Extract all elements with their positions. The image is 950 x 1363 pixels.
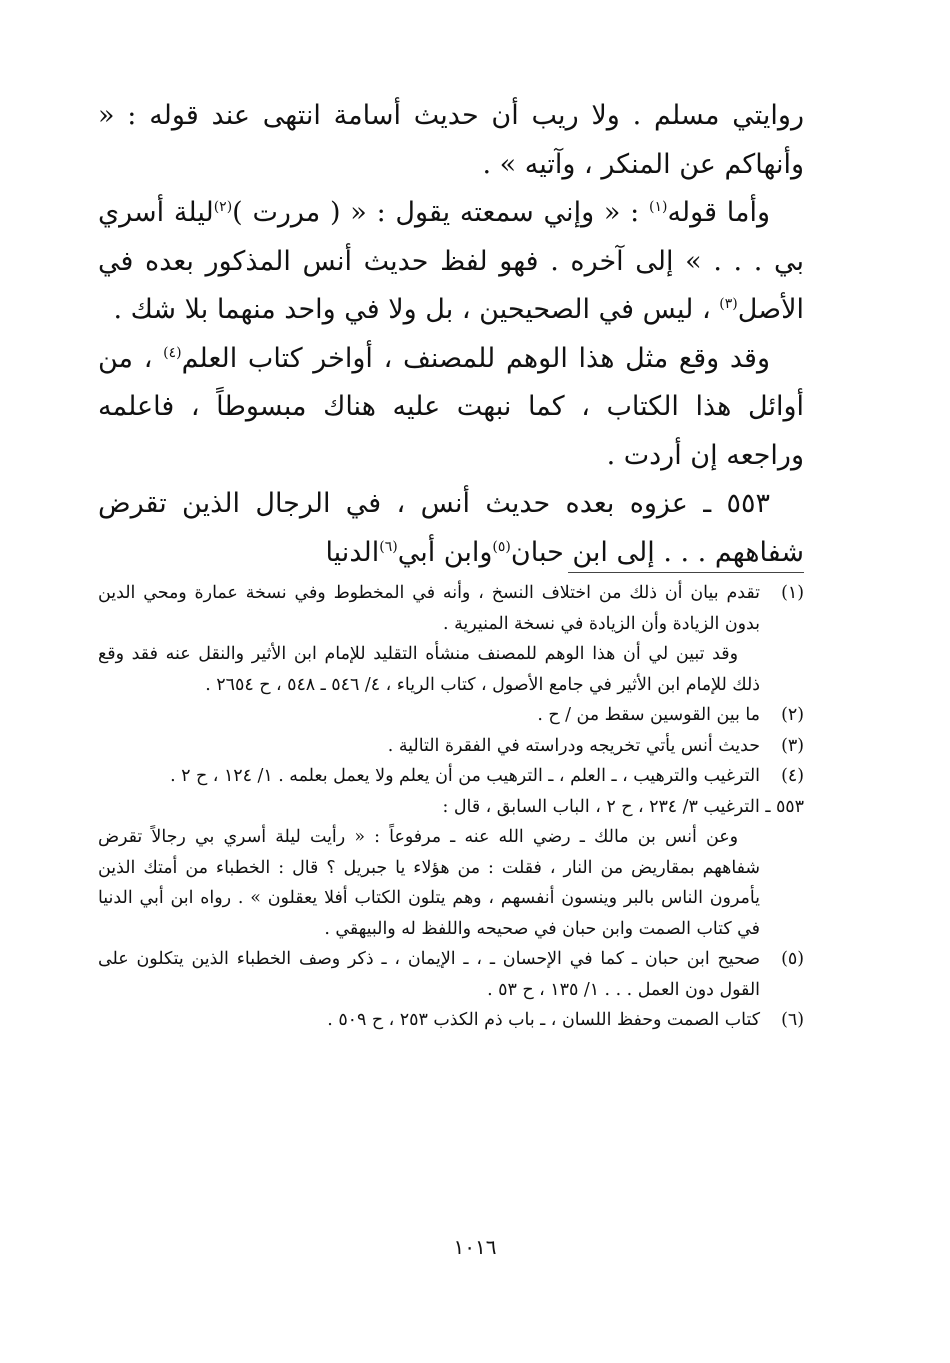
para4-text-b: وابن أبي bbox=[397, 536, 493, 568]
footnote-5 bbox=[98, 944, 804, 1005]
footnotes bbox=[98, 578, 804, 1036]
footnote-5-number: (٥) bbox=[781, 949, 804, 969]
footnote-1-text: تقدم بيان أن ذلك من اختلاف النسخ ، وأنه في المخطوط وفي نسخة عمارة ومحي الدين بدون الزيادة وأن الزيادة في نسخة المنيرية . bbox=[98, 583, 760, 634]
paragraph-3 bbox=[98, 335, 804, 481]
para2-text-a: وأما قوله bbox=[667, 197, 770, 228]
footnote-3 bbox=[98, 731, 804, 762]
footnote-2 bbox=[98, 700, 804, 731]
footnote-ref-2[interactable]: (٢) bbox=[213, 199, 233, 215]
para2-text-c: ليلة أسري بي . . . » إلى آخره . فهو لفظ حديث أنس المذكور بعده في الأصل bbox=[98, 197, 804, 325]
para4-text-a: ٥٥٣ ـ عزوه بعده حديث أنس ، في الرجال الذين تقرض شفاههم . . . إلى ابن حبان bbox=[98, 488, 804, 568]
footnote-6 bbox=[98, 1005, 804, 1036]
para2-text-b: : « وإني سمعته يقول : « ( مررت ) bbox=[232, 197, 649, 228]
footnote-2-number: (٢) bbox=[781, 705, 804, 725]
main-text bbox=[98, 92, 804, 577]
footnote-1-text-continued: وقد تبين لي أن هذا الوهم للمصنف منشأه التقليد للإمام ابن الأثير والنقل عنه فقد وقع ذلك للإمام ابن الأثير في جامع الأصول ، كتاب الرياء ، ٤/ ٥٤٦ ـ ٥٤٨ ، ح ٢٦٥٤ . bbox=[98, 644, 760, 695]
footnote-ref-5[interactable]: (٥) bbox=[492, 538, 511, 555]
footnote-1 bbox=[98, 578, 804, 700]
paragraph-4 bbox=[98, 480, 804, 577]
footnote-3-text: حديث أنس يأتي تخريجه ودراسته في الفقرة التالية . bbox=[387, 735, 760, 756]
page-number: ١٠١٦ bbox=[453, 1235, 497, 1259]
para2-text-d: ، ليس في الصحيحين ، بل ولا في واحد منهما بلا شك . bbox=[113, 294, 720, 325]
footnote-ref-6[interactable]: (٦) bbox=[379, 538, 398, 555]
paragraph-1: روايتي مسلم . ولا ريب أن حديث أسامة انتهى عند قوله : « وأنهاكم عن المنكر ، وآتيه » . bbox=[98, 100, 804, 180]
paragraph-2 bbox=[98, 189, 804, 335]
footnote-5-text: صحيح ابن حبان ـ كما في الإحسان ـ ، ـ الإيمان ، ـ ذكر وصف الخطباء الذين يتكلون على القول دون العمل . . . ١/ ١٣٥ ، ح ٥٣ . bbox=[98, 949, 760, 1000]
footnote-6-number: (٦) bbox=[781, 1010, 804, 1030]
note-553-heading: ٥٥٣ ـ الترغيب ٣/ ٢٣٤ ، ح ٢ ، الباب السابق ، قال : bbox=[442, 796, 804, 817]
para3-text-b: ، من أوائل هذا الكتاب ، كما نبهت عليه هناك مبسوطاً ، فاعلمه وراجعه إن أردت . bbox=[98, 342, 804, 471]
note-553-quote bbox=[98, 822, 804, 944]
footnote-3-number: (٣) bbox=[781, 735, 804, 756]
footnote-ref-1[interactable]: (١) bbox=[648, 199, 668, 215]
footnote-4-number: (٤) bbox=[781, 766, 804, 786]
footnote-6-text: كتاب الصمت وحفظ اللسان ، ـ باب ذم الكذب ٢٥٣ ، ح ٥٠٩ . bbox=[327, 1010, 760, 1030]
footnote-ref-4[interactable]: (٤) bbox=[163, 344, 182, 361]
footnote-4-text: الترغيب والترهيب ، ـ العلم ، ـ الترهيب من أن يعلم ولا يعمل بعلمه . ١/ ١٢٤ ، ح ٢ . bbox=[170, 766, 760, 786]
footnote-ref-3[interactable]: (٣) bbox=[719, 296, 738, 312]
footnote-4 bbox=[98, 761, 804, 792]
para3-text-a: وقد وقع مثل هذا الوهم للمصنف ، أواخر كتاب العلم bbox=[181, 342, 770, 374]
footnote-2-text: ما بين القوسين سقط من / ح . bbox=[537, 705, 760, 725]
footnote-separator bbox=[568, 572, 804, 573]
para4-text-c: الدنيا bbox=[325, 536, 380, 568]
note-553-text: وعن أنس بن مالك ـ رضي الله عنه ـ مرفوعاً : « رأيت ليلة أسري بي رجالاً تقرض شفاههم بمقاريض من النار ، فقلت : من هؤلاء يا جبريل ؟ قال : الخطباء من أمتك الذين يأمرون الناس بالبر وينسون أنفسهم ، وهم يتلون الكتاب أفلا يعقلون » . رواه ابن أبي الدنيا في كتاب الصمت وابن حبان في صحيحه واللفظ له والبيهقي . bbox=[98, 827, 760, 939]
footnote-1-number: (١) bbox=[781, 583, 804, 603]
